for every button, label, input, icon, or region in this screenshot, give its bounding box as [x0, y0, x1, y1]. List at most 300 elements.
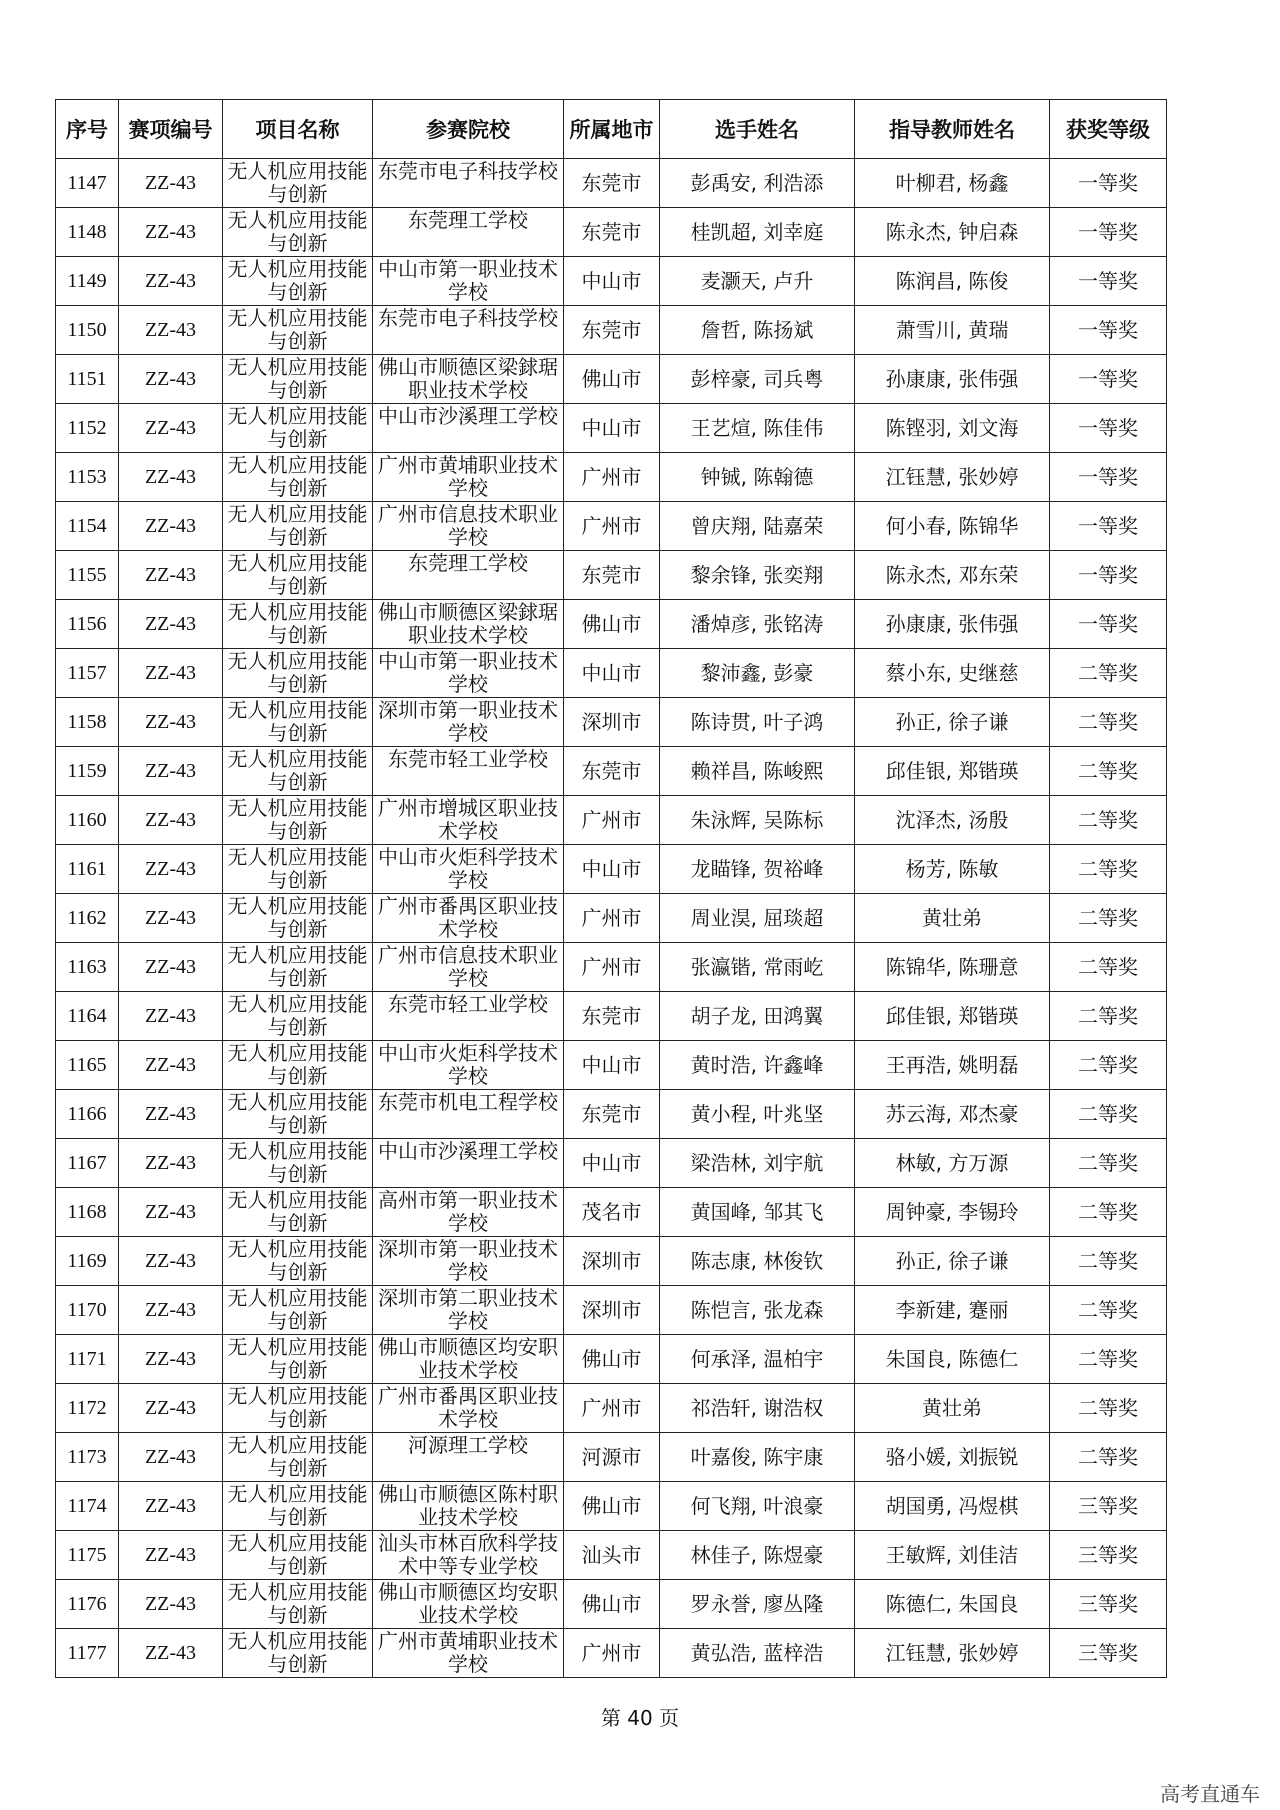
cell-instructors — [855, 1188, 1050, 1237]
cell-contestants — [660, 1335, 855, 1384]
cell-contestants-text: 詹哲, 陈扬斌 — [700, 317, 814, 342]
cell-instructors-text: 林敏, 方万源 — [895, 1150, 1009, 1175]
cell-city-text: 广州市 — [581, 954, 642, 979]
cell-school — [373, 1580, 564, 1629]
cell-award-level — [1050, 1531, 1167, 1580]
cell-city-text: 汕头市 — [581, 1542, 642, 1567]
cell-event-code-text: ZZ-43 — [144, 1396, 197, 1419]
cell-project-name — [223, 992, 373, 1041]
table-row — [56, 1531, 1167, 1580]
cell-award-level-text: 二等奖 — [1078, 660, 1138, 685]
cell-event-code-text: ZZ-43 — [144, 1592, 197, 1615]
cell-city — [564, 894, 660, 943]
cell-award-level — [1050, 796, 1167, 845]
cell-city — [564, 551, 660, 600]
cell-event-code — [119, 257, 223, 306]
cell-event-code — [119, 306, 223, 355]
cell-school — [373, 943, 564, 992]
cell-award-level-text: 二等奖 — [1078, 1297, 1138, 1322]
cell-event-code-text: ZZ-43 — [144, 171, 197, 194]
cell-award-level-text: 二等奖 — [1078, 709, 1138, 734]
cell-seq-text: 1147 — [67, 171, 107, 194]
cell-project-name-text: 无人机应用技能与创新 — [227, 306, 368, 353]
cell-school-text: 中山市沙溪理工学校 — [378, 1139, 558, 1163]
cell-contestants — [660, 1041, 855, 1090]
cell-project-name — [223, 1531, 373, 1580]
cell-school — [373, 1041, 564, 1090]
cell-award-level-text: 二等奖 — [1078, 1199, 1138, 1224]
cell-event-code-text: ZZ-43 — [144, 269, 197, 292]
cell-award-level — [1050, 355, 1167, 404]
cell-school-text: 中山市火炬科学技术学校 — [378, 1041, 558, 1088]
cell-instructors — [855, 649, 1050, 698]
cell-school — [373, 600, 564, 649]
table-row — [56, 208, 1167, 257]
cell-project-name-text: 无人机应用技能与创新 — [227, 1482, 368, 1529]
cell-contestants-text: 钟铖, 陈翰德 — [700, 464, 814, 489]
cell-event-code-text: ZZ-43 — [144, 1249, 197, 1272]
cell-school-text: 广州市番禺区职业技术学校 — [378, 894, 558, 941]
cell-event-code — [119, 1433, 223, 1482]
cell-contestants — [660, 1139, 855, 1188]
table-row — [56, 992, 1167, 1041]
cell-seq-text: 1155 — [67, 563, 107, 586]
cell-seq — [56, 894, 119, 943]
cell-instructors-text: 孙康康, 张伟强 — [885, 611, 1019, 636]
cell-award-level-text: 三等奖 — [1078, 1493, 1138, 1518]
cell-instructors — [855, 1090, 1050, 1139]
cell-seq — [56, 1139, 119, 1188]
cell-seq-text: 1175 — [67, 1543, 107, 1566]
cell-award-level — [1050, 208, 1167, 257]
cell-instructors-text: 陈润昌, 陈俊 — [895, 268, 1009, 293]
cell-award-level — [1050, 992, 1167, 1041]
cell-school-text: 汕头市林百欣科学技术中等专业学校 — [378, 1531, 558, 1578]
cell-instructors — [855, 698, 1050, 747]
cell-award-level — [1050, 1237, 1167, 1286]
cell-contestants — [660, 355, 855, 404]
cell-city — [564, 943, 660, 992]
cell-seq — [56, 1041, 119, 1090]
cell-project-name-text: 无人机应用技能与创新 — [227, 355, 368, 402]
cell-award-level — [1050, 257, 1167, 306]
cell-award-level-text: 一等奖 — [1078, 611, 1138, 636]
cell-school — [373, 1286, 564, 1335]
cell-instructors-text: 朱国良, 陈德仁 — [885, 1346, 1019, 1371]
cell-school-text: 中山市沙溪理工学校 — [378, 404, 558, 428]
cell-award-level-text: 二等奖 — [1078, 905, 1138, 930]
cell-seq-text: 1164 — [67, 1004, 107, 1027]
cell-award-level — [1050, 943, 1167, 992]
cell-project-name-text: 无人机应用技能与创新 — [227, 894, 368, 941]
cell-event-code — [119, 600, 223, 649]
cell-award-level — [1050, 747, 1167, 796]
cell-award-level-text: 三等奖 — [1078, 1640, 1138, 1665]
cell-instructors — [855, 1139, 1050, 1188]
cell-instructors-text: 邱佳银, 郑锴瑛 — [885, 1003, 1019, 1028]
cell-instructors-text: 江钰慧, 张妙婷 — [885, 464, 1019, 489]
cell-project-name — [223, 698, 373, 747]
cell-contestants-text: 潘焯彦, 张铭涛 — [690, 611, 824, 636]
cell-seq-text: 1156 — [67, 612, 107, 635]
cell-contestants-text: 黎沛鑫, 彭豪 — [700, 660, 814, 685]
cell-city — [564, 208, 660, 257]
cell-city-text: 东莞市 — [581, 562, 642, 587]
cell-event-code-text: ZZ-43 — [144, 465, 197, 488]
table-row — [56, 600, 1167, 649]
cell-instructors — [855, 1286, 1050, 1335]
cell-school-text: 佛山市顺德区均安职业技术学校 — [378, 1580, 558, 1627]
cell-event-code — [119, 1629, 223, 1678]
cell-event-code-text: ZZ-43 — [144, 1151, 197, 1174]
cell-instructors — [855, 159, 1050, 208]
cell-city-text: 深圳市 — [581, 1248, 642, 1273]
cell-event-code — [119, 698, 223, 747]
cell-city — [564, 159, 660, 208]
cell-school-text: 深圳市第一职业技术学校 — [378, 698, 558, 745]
cell-event-code — [119, 1188, 223, 1237]
table-row — [56, 404, 1167, 453]
cell-award-level-text: 一等奖 — [1078, 415, 1138, 440]
cell-instructors — [855, 747, 1050, 796]
cell-project-name — [223, 551, 373, 600]
cell-school-text: 东莞市电子科技学校 — [378, 306, 558, 330]
cell-award-level — [1050, 1188, 1167, 1237]
table-row — [56, 1188, 1167, 1237]
table-row — [56, 845, 1167, 894]
cell-seq-text: 1176 — [67, 1592, 107, 1615]
cell-city — [564, 1384, 660, 1433]
cell-contestants — [660, 747, 855, 796]
cell-event-code — [119, 1580, 223, 1629]
cell-instructors — [855, 1482, 1050, 1531]
header-project-name: 项目名称 — [223, 100, 373, 159]
cell-school-text: 佛山市顺德区梁銶琚职业技术学校 — [378, 600, 558, 647]
cell-school — [373, 747, 564, 796]
cell-city — [564, 992, 660, 1041]
cell-instructors — [855, 551, 1050, 600]
cell-city — [564, 747, 660, 796]
cell-school-text: 东莞理工学校 — [408, 551, 528, 575]
cell-award-level — [1050, 1335, 1167, 1384]
cell-award-level — [1050, 1090, 1167, 1139]
cell-city-text: 东莞市 — [581, 317, 642, 342]
cell-instructors-text: 孙正, 徐子谦 — [895, 709, 1009, 734]
cell-instructors — [855, 943, 1050, 992]
cell-contestants-text: 黄小程, 叶兆坚 — [690, 1101, 824, 1126]
cell-award-level — [1050, 1041, 1167, 1090]
cell-project-name-text: 无人机应用技能与创新 — [227, 649, 368, 696]
cell-school-text: 佛山市顺德区陈村职业技术学校 — [378, 1482, 558, 1529]
header-seq: 序号 — [56, 100, 119, 159]
cell-instructors — [855, 1335, 1050, 1384]
cell-school-text: 广州市番禺区职业技术学校 — [378, 1384, 558, 1431]
cell-instructors-text: 陈永杰, 钟启森 — [885, 219, 1019, 244]
cell-school — [373, 551, 564, 600]
cell-contestants-text: 何承泽, 温柏宇 — [690, 1346, 824, 1371]
cell-seq-text: 1162 — [67, 906, 107, 929]
cell-seq — [56, 355, 119, 404]
cell-award-level-text: 一等奖 — [1078, 513, 1138, 538]
cell-school — [373, 355, 564, 404]
cell-city — [564, 355, 660, 404]
cell-project-name — [223, 1139, 373, 1188]
cell-event-code-text: ZZ-43 — [144, 857, 197, 880]
cell-city — [564, 1629, 660, 1678]
cell-instructors-text: 叶柳君, 杨鑫 — [895, 170, 1009, 195]
cell-seq-text: 1172 — [67, 1396, 107, 1419]
cell-contestants — [660, 1286, 855, 1335]
table-row — [56, 1580, 1167, 1629]
cell-contestants — [660, 649, 855, 698]
cell-project-name — [223, 208, 373, 257]
cell-instructors-text: 邱佳银, 郑锴瑛 — [885, 758, 1019, 783]
cell-instructors — [855, 894, 1050, 943]
cell-event-code — [119, 1139, 223, 1188]
cell-award-level — [1050, 1433, 1167, 1482]
cell-seq — [56, 1384, 119, 1433]
cell-school-text: 东莞市轻工业学校 — [388, 992, 548, 1016]
cell-project-name-text: 无人机应用技能与创新 — [227, 208, 368, 255]
cell-school — [373, 1237, 564, 1286]
cell-school — [373, 1482, 564, 1531]
cell-contestants-text: 祁浩轩, 谢浩权 — [690, 1395, 824, 1420]
cell-instructors-text: 蔡小东, 史继慈 — [885, 660, 1019, 685]
cell-project-name-text: 无人机应用技能与创新 — [227, 404, 368, 451]
cell-seq-text: 1173 — [67, 1445, 107, 1468]
cell-project-name-text: 无人机应用技能与创新 — [227, 698, 368, 745]
cell-city-text: 河源市 — [581, 1444, 642, 1469]
cell-seq — [56, 698, 119, 747]
cell-event-code — [119, 453, 223, 502]
cell-award-level-text: 三等奖 — [1078, 1591, 1138, 1616]
table-row — [56, 1384, 1167, 1433]
cell-award-level — [1050, 845, 1167, 894]
cell-instructors-text: 孙康康, 张伟强 — [885, 366, 1019, 391]
cell-seq-text: 1171 — [67, 1347, 107, 1370]
cell-project-name-text: 无人机应用技能与创新 — [227, 257, 368, 304]
cell-project-name — [223, 796, 373, 845]
page-number: 第 40 页 — [600, 1706, 680, 1730]
cell-school-text: 东莞市机电工程学校 — [378, 1090, 558, 1114]
cell-contestants — [660, 943, 855, 992]
cell-city — [564, 1090, 660, 1139]
cell-award-level-text: 二等奖 — [1078, 807, 1138, 832]
cell-award-level — [1050, 1629, 1167, 1678]
cell-city — [564, 698, 660, 747]
cell-school — [373, 1139, 564, 1188]
cell-award-level — [1050, 159, 1167, 208]
cell-contestants-text: 周业淏, 屈琰超 — [690, 905, 824, 930]
cell-city — [564, 1433, 660, 1482]
cell-instructors — [855, 796, 1050, 845]
cell-seq — [56, 306, 119, 355]
cell-school-text: 广州市增城区职业技术学校 — [378, 796, 558, 843]
cell-seq — [56, 1335, 119, 1384]
cell-city-text: 广州市 — [581, 464, 642, 489]
cell-seq-text: 1153 — [67, 465, 107, 488]
cell-event-code-text: ZZ-43 — [144, 1543, 197, 1566]
table-row — [56, 649, 1167, 698]
cell-award-level-text: 二等奖 — [1078, 758, 1138, 783]
cell-seq-text: 1163 — [67, 955, 107, 978]
cell-event-code — [119, 404, 223, 453]
cell-seq-text: 1177 — [67, 1641, 107, 1664]
cell-school-text: 深圳市第一职业技术学校 — [378, 1237, 558, 1284]
cell-event-code — [119, 1482, 223, 1531]
cell-instructors — [855, 1237, 1050, 1286]
table-row — [56, 894, 1167, 943]
cell-project-name — [223, 502, 373, 551]
cell-seq-text: 1158 — [67, 710, 107, 733]
cell-city — [564, 502, 660, 551]
cell-project-name — [223, 1237, 373, 1286]
cell-instructors — [855, 257, 1050, 306]
cell-city-text: 广州市 — [581, 513, 642, 538]
cell-contestants — [660, 159, 855, 208]
cell-contestants-text: 黄时浩, 许鑫峰 — [690, 1052, 824, 1077]
cell-city-text: 广州市 — [581, 1395, 642, 1420]
cell-instructors — [855, 502, 1050, 551]
cell-instructors — [855, 404, 1050, 453]
cell-contestants-text: 陈志康, 林俊钦 — [690, 1248, 824, 1273]
cell-project-name — [223, 649, 373, 698]
cell-school-text: 佛山市顺德区均安职业技术学校 — [378, 1335, 558, 1382]
cell-seq — [56, 404, 119, 453]
cell-award-level-text: 二等奖 — [1078, 1248, 1138, 1273]
cell-event-code — [119, 355, 223, 404]
cell-project-name — [223, 1384, 373, 1433]
cell-seq — [56, 992, 119, 1041]
cell-award-level-text: 二等奖 — [1078, 856, 1138, 881]
cell-event-code-text: ZZ-43 — [144, 906, 197, 929]
cell-seq-text: 1150 — [67, 318, 107, 341]
cell-school-text: 佛山市顺德区梁銶琚职业技术学校 — [378, 355, 558, 402]
cell-event-code — [119, 649, 223, 698]
cell-city — [564, 1580, 660, 1629]
cell-award-level — [1050, 698, 1167, 747]
cell-seq — [56, 208, 119, 257]
cell-city-text: 东莞市 — [581, 219, 642, 244]
cell-project-name-text: 无人机应用技能与创新 — [227, 1335, 368, 1382]
table-row — [56, 1139, 1167, 1188]
cell-city — [564, 1139, 660, 1188]
cell-instructors — [855, 355, 1050, 404]
cell-school — [373, 1384, 564, 1433]
cell-city-text: 东莞市 — [581, 1101, 642, 1126]
cell-instructors — [855, 845, 1050, 894]
cell-seq — [56, 1531, 119, 1580]
cell-seq-text: 1157 — [67, 661, 107, 684]
cell-project-name-text: 无人机应用技能与创新 — [227, 1188, 368, 1235]
cell-city — [564, 257, 660, 306]
cell-contestants — [660, 1384, 855, 1433]
cell-city — [564, 306, 660, 355]
cell-project-name — [223, 1090, 373, 1139]
cell-city-text: 佛山市 — [581, 1591, 642, 1616]
cell-school — [373, 159, 564, 208]
cell-event-code — [119, 551, 223, 600]
cell-project-name — [223, 257, 373, 306]
cell-event-code-text: ZZ-43 — [144, 955, 197, 978]
cell-instructors-text: 黄壮弟 — [922, 905, 982, 930]
table-row — [56, 1629, 1167, 1678]
header-contestants: 选手姓名 — [660, 100, 855, 159]
cell-seq-text: 1159 — [67, 759, 107, 782]
cell-event-code — [119, 502, 223, 551]
cell-school — [373, 1335, 564, 1384]
cell-school — [373, 1090, 564, 1139]
cell-city-text: 中山市 — [581, 660, 642, 685]
cell-city — [564, 453, 660, 502]
cell-seq — [56, 159, 119, 208]
cell-seq — [56, 1433, 119, 1482]
cell-city — [564, 1188, 660, 1237]
cell-event-code-text: ZZ-43 — [144, 563, 197, 586]
cell-city — [564, 796, 660, 845]
cell-award-level — [1050, 649, 1167, 698]
cell-city-text: 东莞市 — [581, 1003, 642, 1028]
cell-city-text: 东莞市 — [581, 758, 642, 783]
cell-project-name — [223, 1629, 373, 1678]
cell-seq — [56, 600, 119, 649]
cell-event-code — [119, 1041, 223, 1090]
cell-school — [373, 404, 564, 453]
cell-contestants-text: 陈恺言, 张龙森 — [690, 1297, 824, 1322]
cell-contestants — [660, 992, 855, 1041]
cell-instructors — [855, 1041, 1050, 1090]
cell-school — [373, 1629, 564, 1678]
cell-instructors-text: 江钰慧, 张妙婷 — [885, 1640, 1019, 1665]
cell-contestants — [660, 551, 855, 600]
cell-city-text: 广州市 — [581, 807, 642, 832]
cell-contestants — [660, 453, 855, 502]
cell-award-level — [1050, 600, 1167, 649]
cell-seq — [56, 845, 119, 894]
cell-instructors-text: 沈泽杰, 汤殷 — [895, 807, 1009, 832]
cell-event-code-text: ZZ-43 — [144, 318, 197, 341]
cell-event-code — [119, 1090, 223, 1139]
cell-contestants — [660, 1580, 855, 1629]
cell-school — [373, 453, 564, 502]
cell-school-text: 中山市第一职业技术学校 — [378, 257, 558, 304]
cell-city-text: 佛山市 — [581, 1493, 642, 1518]
cell-seq — [56, 943, 119, 992]
cell-project-name-text: 无人机应用技能与创新 — [227, 845, 368, 892]
cell-contestants-text: 桂凯超, 刘幸庭 — [690, 219, 824, 244]
cell-event-code — [119, 845, 223, 894]
cell-school-text: 深圳市第二职业技术学校 — [378, 1286, 558, 1333]
cell-contestants-text: 叶嘉俊, 陈宇康 — [690, 1444, 824, 1469]
cell-event-code — [119, 1286, 223, 1335]
cell-school-text: 广州市黄埔职业技术学校 — [378, 1629, 558, 1676]
cell-contestants-text: 陈诗贯, 叶子鸿 — [690, 709, 824, 734]
cell-city — [564, 1041, 660, 1090]
header-event-code: 赛项编号 — [119, 100, 223, 159]
cell-contestants — [660, 1188, 855, 1237]
cell-award-level-text: 二等奖 — [1078, 954, 1138, 979]
cell-award-level — [1050, 1580, 1167, 1629]
cell-contestants — [660, 894, 855, 943]
cell-award-level-text: 一等奖 — [1078, 366, 1138, 391]
cell-award-level — [1050, 551, 1167, 600]
cell-award-level-text: 二等奖 — [1078, 1346, 1138, 1371]
cell-project-name-text: 无人机应用技能与创新 — [227, 1433, 368, 1480]
cell-event-code-text: ZZ-43 — [144, 220, 197, 243]
cell-event-code-text: ZZ-43 — [144, 514, 197, 537]
cell-contestants-text: 彭禹安, 利浩添 — [690, 170, 824, 195]
header-school: 参赛院校 — [373, 100, 564, 159]
